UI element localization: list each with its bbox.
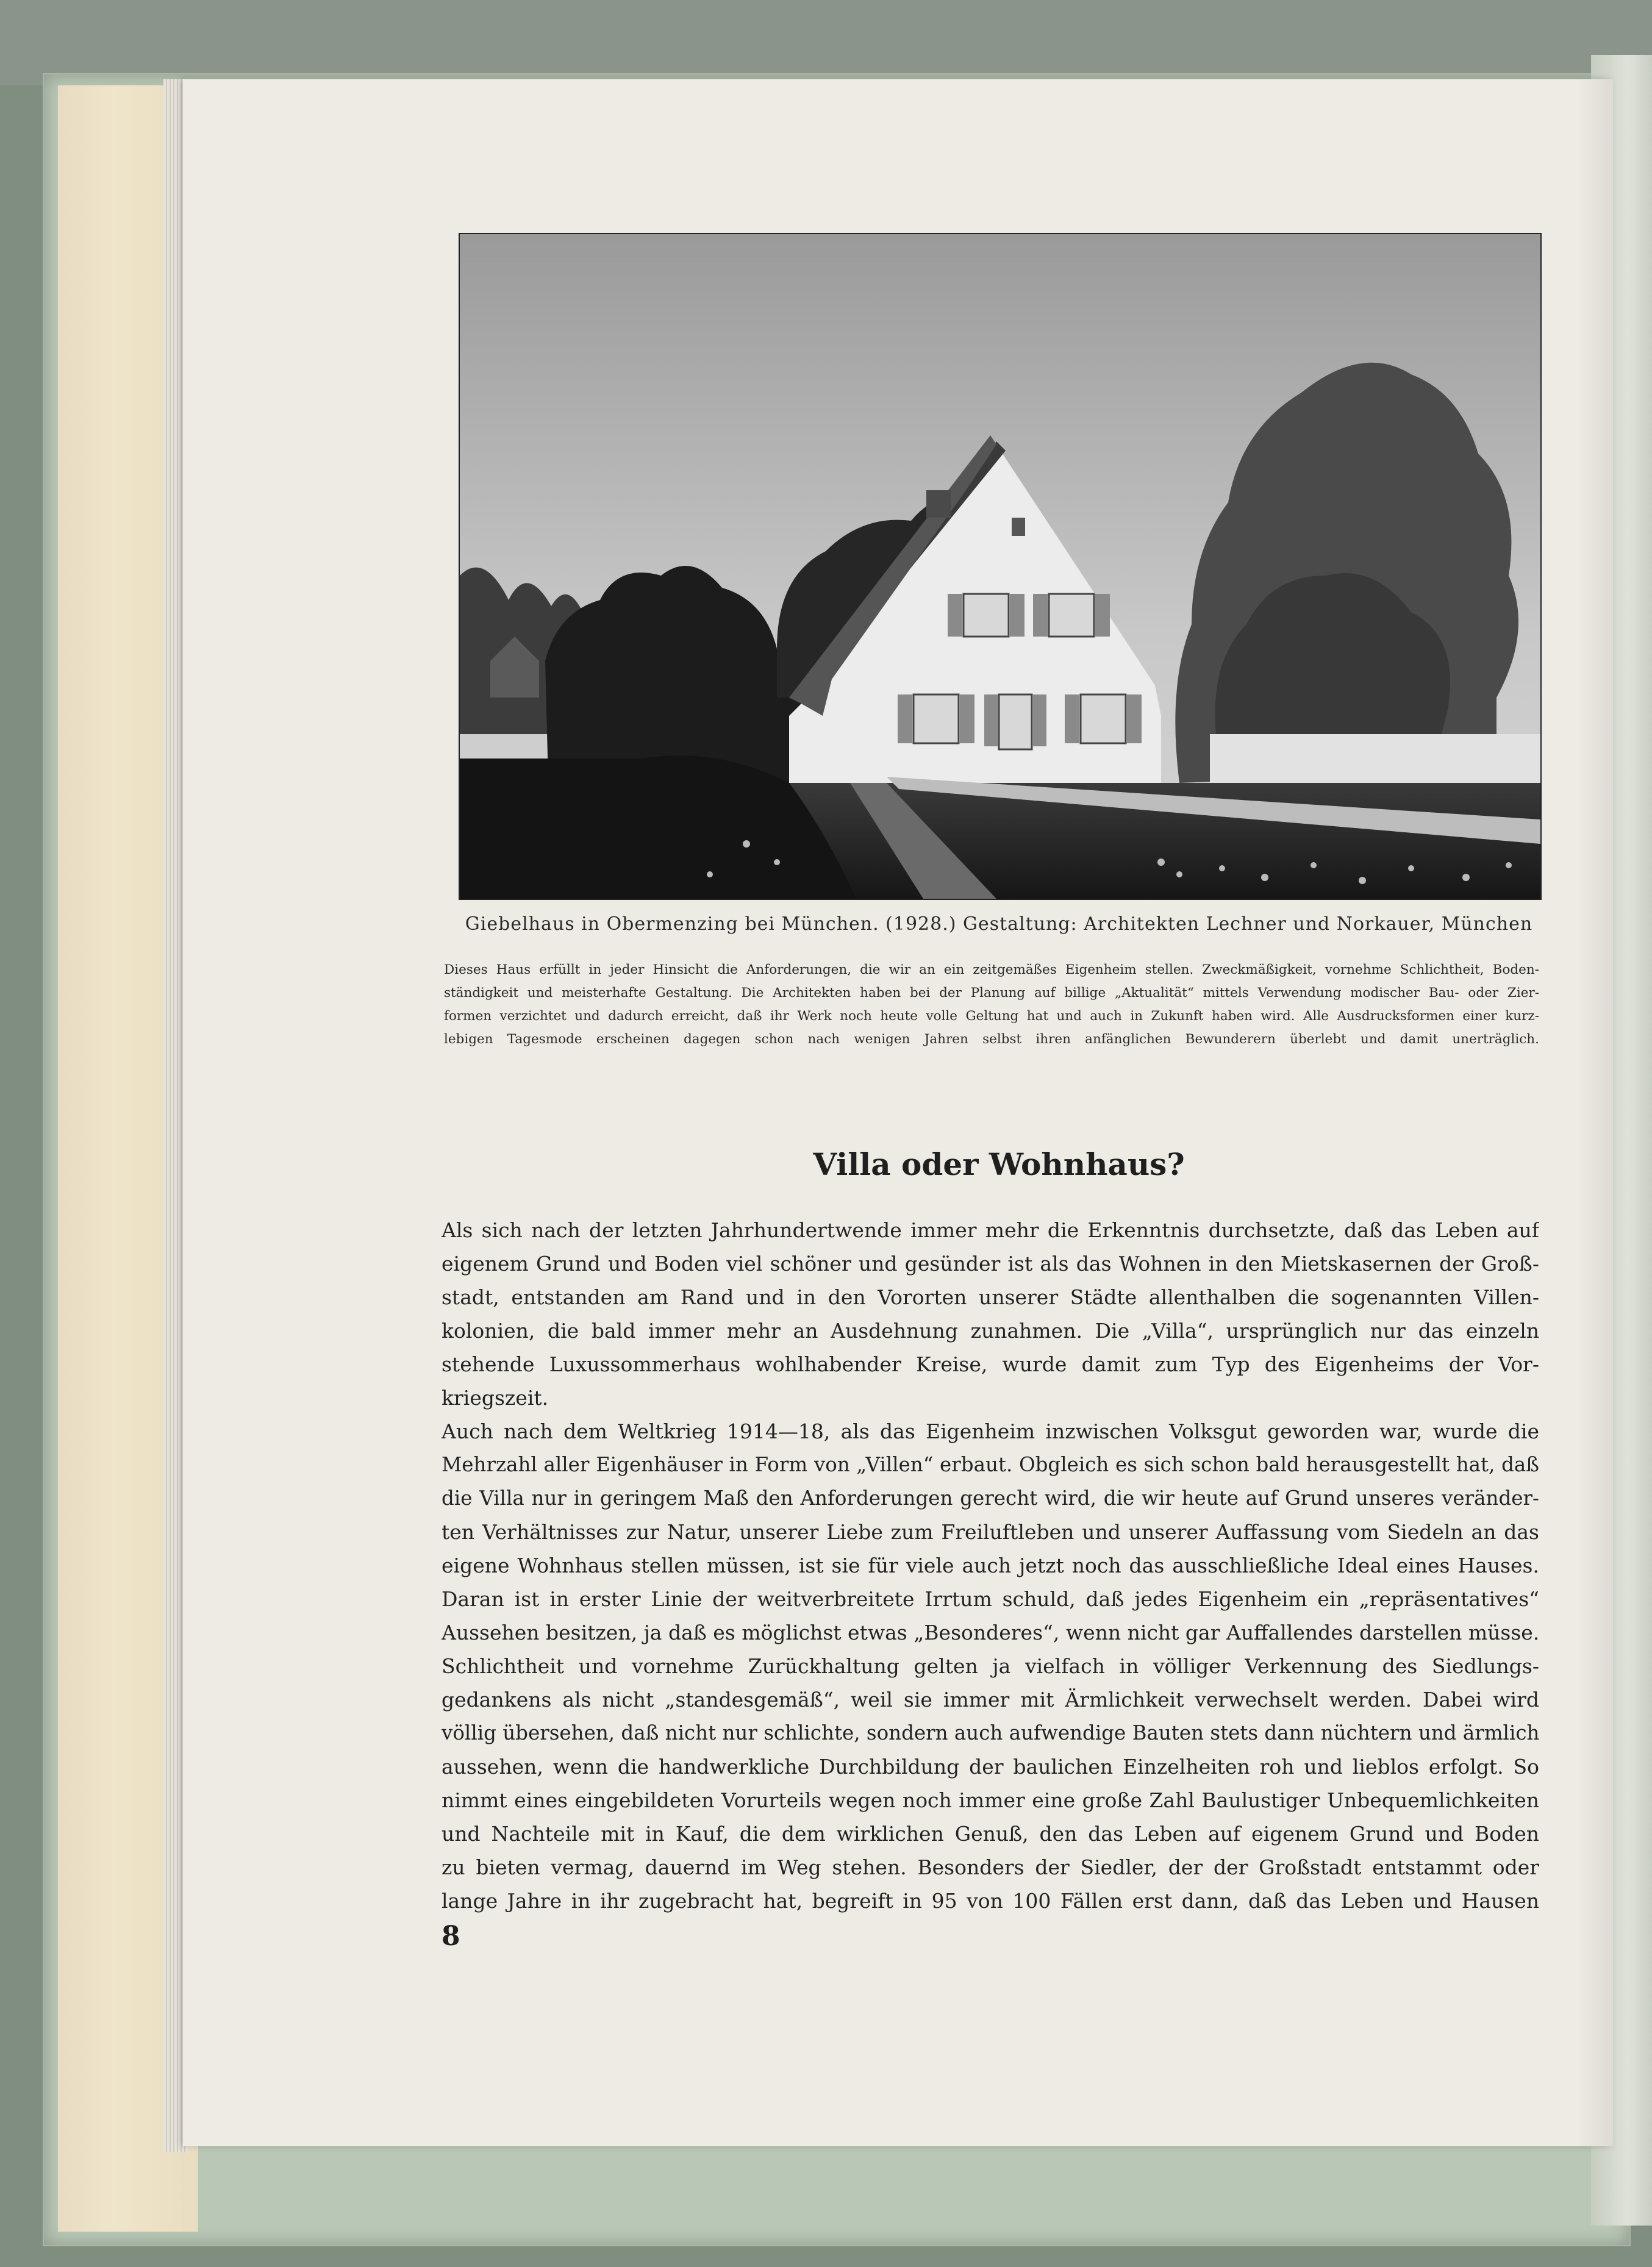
body-line: Daran ist in erster Linie der weitverbreitete Irrtum schuld, daß jedes Eigenheim ein „repräsentatives“ bbox=[442, 1587, 1539, 1611]
body-line: aussehen, wenn die handwerkliche Durchbildung der baulichen Einzelheiten roh und lieblos erfolgt. So bbox=[442, 1755, 1539, 1779]
page-number: 8 bbox=[442, 1921, 460, 1952]
body-line: völlig übersehen, daß nicht nur schlichte, sondern auch aufwendige Bauten stets dann nüchtern und ärmlich bbox=[442, 1721, 1539, 1744]
photo-caption-title: Giebelhaus in Obermenzing bei München. (1928.) Gestaltung: Architekten Lechner und Norkauer, München bbox=[465, 913, 1533, 935]
scan-background bbox=[0, 0, 1652, 85]
caption-line: Dieses Haus erfüllt in jeder Hinsicht die Anforderungen, die wir an ein zeitgemäßes Eigenheim stellen. Zweckmäßigkeit, vornehme Schlichtheit, Boden- bbox=[444, 962, 1539, 977]
caption-line: lebigen Tagesmode erscheinen dagegen schon nach wenigen Jahren selbst ihren anfänglichen Bewunderern überlebt und damit unerträglich. bbox=[444, 1032, 1539, 1047]
caption-line: ständigkeit und meisterhafte Gestaltung. Die Architekten haben bei der Planung auf billige „Aktualität“ mittels Verwendung modischer Bau- oder Zier- bbox=[444, 985, 1539, 1001]
photo-caption-text bbox=[444, 959, 1539, 1051]
body-line: Mehrzahl aller Eigenhäuser in Form von „Villen“ erbaut. Obgleich es sich schon bald herausgestellt hat, daß bbox=[442, 1453, 1539, 1476]
body-line: zu bieten vermag, dauernd im Weg stehen. Besonders der Siedler, der der Großstadt entstammt oder bbox=[442, 1855, 1539, 1879]
body-line: Aussehen besitzen, ja daß es möglichst etwas „Besonderes“, wenn nicht gar Auffallendes darstellen müsse. bbox=[442, 1621, 1539, 1644]
body-line: nimmt eines eingebildeten Vorurteils wegen noch immer eine große Zahl Baulustiger Unbequemlichkeiten bbox=[442, 1788, 1539, 1812]
body-line: kriegszeit. bbox=[442, 1386, 549, 1410]
body-line: kolonien, die bald immer mehr an Ausdehnung zunahmen. Die „Villa“, ursprünglich nur das einzeln bbox=[442, 1319, 1539, 1343]
body-line: und Nachteile mit in Kauf, die dem wirklichen Genuß, den das Leben auf eigenem Grund und Boden bbox=[442, 1822, 1539, 1846]
house-photo bbox=[459, 233, 1542, 900]
page-gutter-shadow bbox=[1576, 79, 1613, 2146]
body-line: lange Jahre in ihr zugebracht hat, begreift in 95 von 100 Fällen erst dann, daß das Leben und Hausen bbox=[442, 1889, 1539, 1913]
body-text bbox=[442, 1213, 1539, 1918]
body-line: eigenem Grund und Boden viel schöner und gesünder ist als das Wohnen in den Mietskasernen der Groß- bbox=[442, 1252, 1539, 1276]
section-heading: Villa oder Wohnhaus? bbox=[813, 1146, 1185, 1182]
body-line: Auch nach dem Weltkrieg 1914—18, als das Eigenheim inzwischen Volksgut geworden war, wurde die bbox=[442, 1419, 1539, 1443]
body-line: eigene Wohnhaus stellen müssen, ist sie für viele auch jetzt noch das ausschließliche Ideal eines Hauses. bbox=[442, 1554, 1539, 1577]
body-line: die Villa nur in geringem Maß den Anforderungen gerecht wird, die wir heute auf Grund unseres veränder- bbox=[442, 1487, 1539, 1510]
body-line: stehende Luxussommerhaus wohlhabender Kreise, wurde damit zum Typ des Eigenheims der Vor- bbox=[442, 1352, 1539, 1376]
body-line: Als sich nach der letzten Jahrhundertwende immer mehr die Erkenntnis durchsetzte, daß das Leben auf bbox=[442, 1218, 1539, 1242]
body-line: Schlichtheit und vornehme Zurückhaltung gelten ja vielfach in völliger Verkennung des Siedlungs- bbox=[442, 1654, 1539, 1678]
body-line: gedankens als nicht „standesgemäß“, weil sie immer mit Ärmlichkeit verwechselt werden. Dabei wird bbox=[442, 1688, 1539, 1712]
body-line: ten Verhältnisses zur Natur, unserer Liebe zum Freiluftleben und unserer Auffassung vom Siedeln an das bbox=[442, 1520, 1539, 1544]
caption-line: formen verzichtet und dadurch erreicht, daß ihr Werk noch heute volle Geltung hat und auch in Zukunft haben wird. Alle Ausdrucksformen einer kurz- bbox=[444, 1009, 1539, 1024]
body-line: stadt, entstanden am Rand und in den Vororten unserer Städte allenthalben die sogenannten Villen- bbox=[442, 1285, 1539, 1309]
